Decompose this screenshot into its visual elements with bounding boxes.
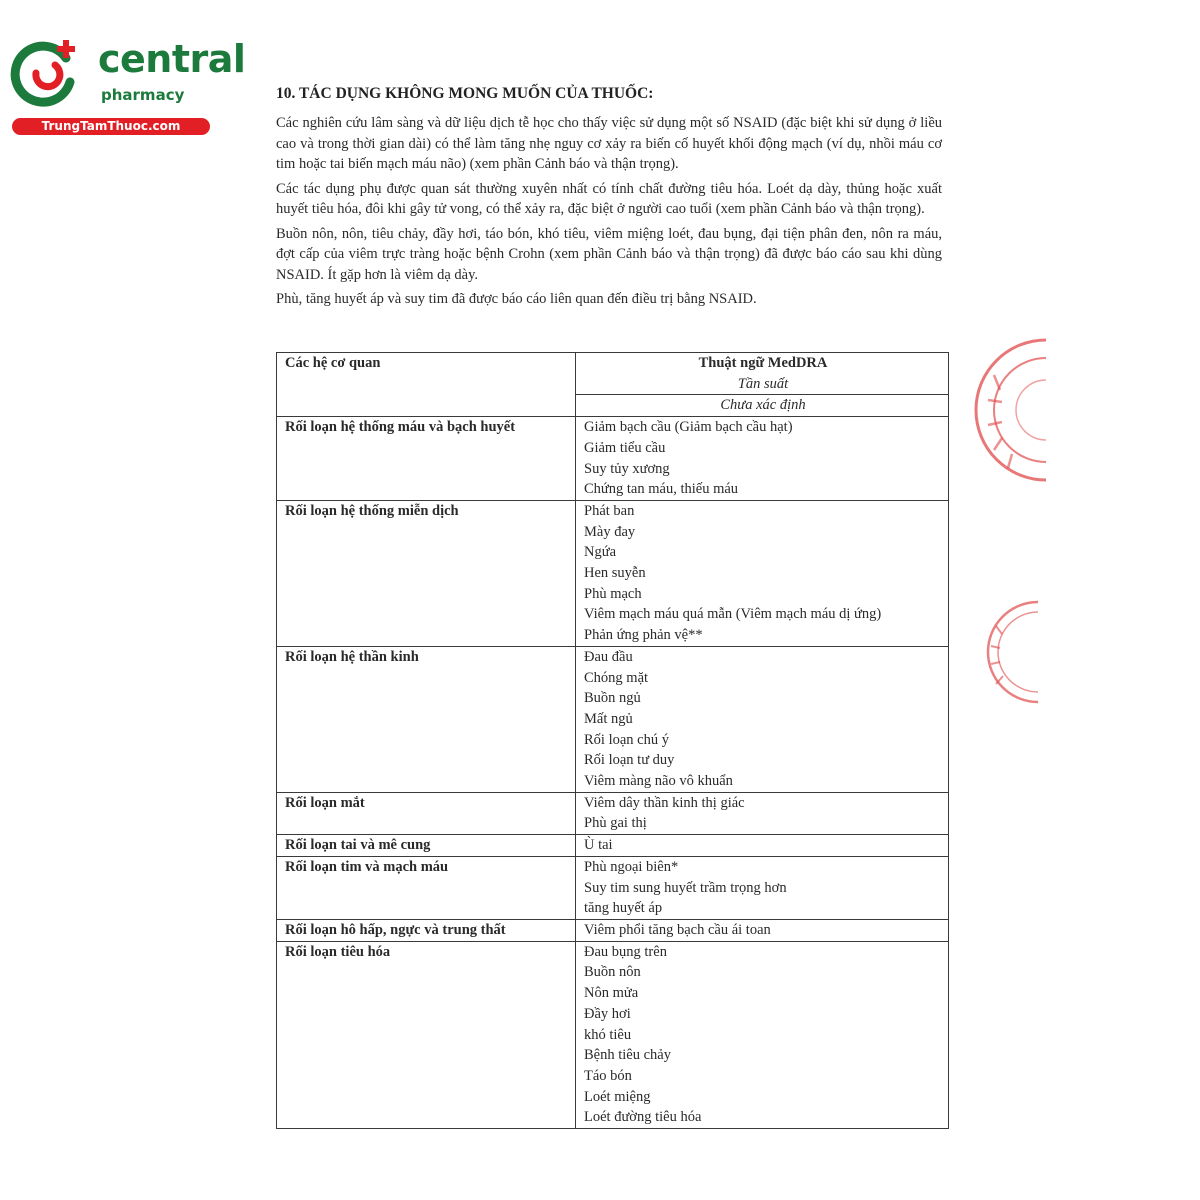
organ-system-cell: Rối loạn tai và mê cung — [277, 835, 576, 857]
header-undefined: Chưa xác định — [576, 395, 949, 417]
section-title: 10. TÁC DỤNG KHÔNG MONG MUỐN CỦA THUỐC: — [276, 85, 654, 102]
organ-system-cell: Rối loạn tiêu hóa — [277, 941, 576, 1128]
adverse-effect-term: Loét miệng — [584, 1088, 651, 1105]
terms-cell — [576, 417, 949, 501]
adverse-effect-term: Viêm phổi tăng bạch cầu ái toan — [584, 921, 771, 938]
table-row — [277, 941, 949, 1128]
adverse-effect-term: Rối loạn chú ý — [584, 731, 669, 748]
terms-cell — [576, 792, 949, 834]
organ-system-cell: Rối loạn hệ thần kinh — [277, 646, 576, 792]
organ-system-cell: Rối loạn hệ thống máu và bạch huyết — [277, 417, 576, 501]
adverse-effect-term: Hen suyễn — [584, 565, 646, 582]
header-meddra-label: Thuật ngữ MedDRA — [698, 355, 828, 371]
logo-subtitle: pharmacy — [101, 86, 185, 104]
terms-cell — [576, 941, 949, 1128]
central-pharmacy-logo-icon — [10, 38, 80, 108]
adverse-effect-term: Phù mạch — [584, 585, 642, 602]
paragraph: Các tác dụng phụ được quan sát thường xuyên nhất có tính chất đường tiêu hóa. Loét dạ dày, thủng hoặc xuất huyết tiêu hóa, đôi khi gây tử vong, có thể xảy ra, đặc biệt ở người cao tuổi (xem phần Cảnh báo và thận trọng). — [276, 180, 942, 217]
adverse-effect-term: Giảm bạch cầu (Giảm bạch cầu hạt) — [584, 419, 793, 436]
adverse-effect-term: Viêm màng não vô khuẩn — [584, 773, 733, 790]
adverse-effect-term: Chóng mặt — [584, 669, 649, 686]
adverse-effect-term: Táo bón — [584, 1067, 632, 1084]
adverse-effect-term: Giảm tiểu cầu — [584, 439, 666, 456]
adverse-effect-term: Loét đường tiêu hóa — [584, 1109, 702, 1126]
pharmacy-logo — [10, 37, 246, 138]
adverse-effect-term: Suy tủy xương — [584, 460, 670, 477]
adverse-effect-term: Buồn nôn — [584, 964, 641, 981]
adverse-effect-term: Đầy hơi — [584, 1005, 631, 1022]
company-seal-icon — [966, 330, 1046, 490]
signature-stamp-icon — [978, 592, 1038, 712]
adverse-effect-term: Phù gai thị — [584, 815, 647, 832]
adverse-effect-term: Phù ngoại biên* — [584, 858, 679, 875]
paragraph: Buồn nôn, nôn, tiêu chảy, đầy hơi, táo bón, khó tiêu, viêm miệng loét, đau bụng, đại tiện phân đen, nôn ra máu, đợt cấp của viêm trực tràng hoặc bệnh Crohn (xem phần Cảnh báo và thận trọng) đã được báo cáo sau khi dùng NSAID. Ít gặp hơn là viêm dạ dày. — [276, 225, 942, 283]
terms-cell — [576, 646, 949, 792]
adverse-effect-term: Mất ngủ — [584, 710, 633, 727]
paragraph: Phù, tăng huyết áp và suy tim đã được báo cáo liên quan đến điều trị bằng NSAID. — [276, 291, 757, 307]
paragraph: Các nghiên cứu lâm sàng và dữ liệu dịch tễ học cho thấy việc sử dụng một số NSAID (đặc biệt khi sử dụng ở liều cao và trong thời gian dài) có thể làm tăng nhẹ nguy cơ xảy ra biến cố huyết khối động mạch (ví dụ, nhồi máu cơ tim hoặc tai biến mạch máu não) (xem phần Cảnh báo và thận trọng). — [276, 115, 942, 172]
table-row — [277, 500, 949, 646]
adverse-effect-term: Buồn ngủ — [584, 690, 641, 707]
header-meddra — [576, 353, 949, 395]
terms-cell — [576, 500, 949, 646]
adverse-effect-term: Phát ban — [584, 502, 635, 519]
adverse-effect-term: Ngứa — [584, 544, 617, 561]
header-frequency: Tần suất — [737, 375, 789, 392]
terms-cell — [576, 835, 949, 857]
logo-brand: central — [98, 37, 246, 81]
adverse-effect-term: khó tiêu — [584, 1026, 632, 1043]
adverse-effect-term: Viêm mạch máu quá mẫn (Viêm mạch máu dị ứng) — [584, 606, 882, 623]
table-row — [277, 792, 949, 834]
adverse-effect-term: Suy tim sung huyết trầm trọng hơn — [584, 879, 787, 896]
logo-website: TrungTamThuoc.com — [12, 118, 210, 135]
table-row — [277, 835, 949, 857]
adverse-effects-table — [276, 352, 949, 1129]
organ-system-cell: Rối loạn hô hấp, ngực và trung thất — [277, 919, 576, 941]
terms-cell — [576, 856, 949, 919]
terms-cell — [576, 919, 949, 941]
header-organ: Các hệ cơ quan — [277, 353, 576, 417]
organ-system-cell: Rối loạn tim và mạch máu — [277, 856, 576, 919]
organ-system-cell: Rối loạn mắt — [277, 792, 576, 834]
adverse-effect-term: Đau đầu — [584, 648, 633, 665]
organ-system-cell: Rối loạn hệ thống miễn dịch — [277, 500, 576, 646]
table-row — [277, 919, 949, 941]
adverse-effect-term: Rối loạn tư duy — [584, 752, 675, 769]
adverse-effect-term: Bệnh tiêu chảy — [584, 1047, 671, 1064]
adverse-effect-term: Đau bụng trên — [584, 943, 667, 960]
adverse-effect-term: Chứng tan máu, thiếu máu — [584, 481, 739, 498]
adverse-effect-term: Phản ứng phản vệ** — [584, 627, 703, 644]
adverse-effect-term: Viêm dây thần kinh thị giác — [584, 794, 745, 811]
adverse-effect-term: tăng huyết áp — [584, 900, 663, 917]
table-row — [277, 417, 949, 501]
adverse-effect-term: Ù tai — [584, 837, 613, 854]
table-row — [277, 646, 949, 792]
table-row — [277, 856, 949, 919]
table-header-row — [277, 353, 949, 395]
adverse-effect-term: Mày đay — [584, 523, 636, 540]
adverse-effect-term: Nôn mửa — [584, 985, 639, 1002]
document-body — [276, 84, 942, 314]
